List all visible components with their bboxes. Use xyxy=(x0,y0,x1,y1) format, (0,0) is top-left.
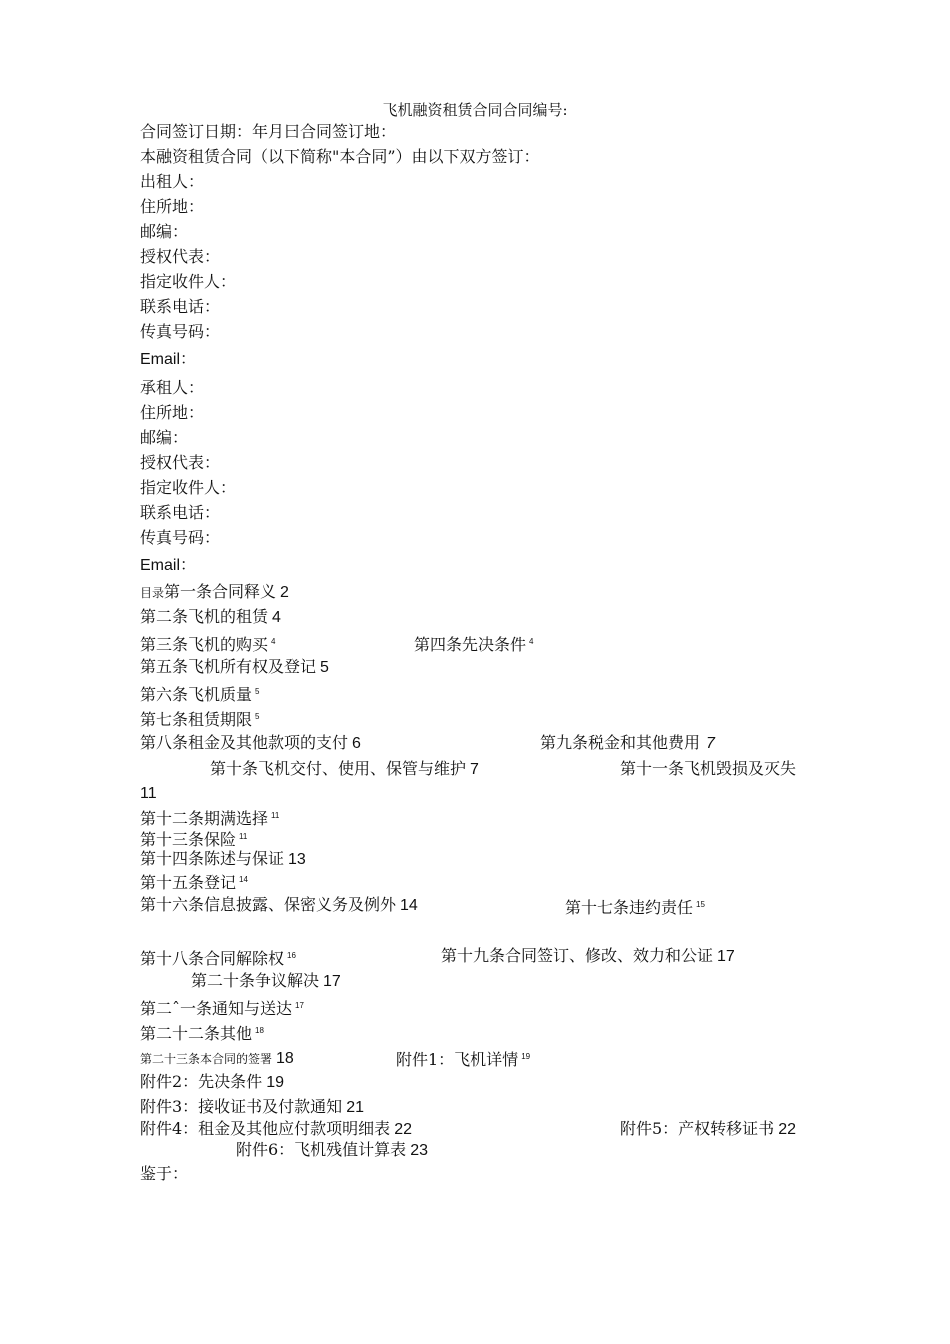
lessor-address: 住所地： xyxy=(140,197,205,216)
toc-page: 17 xyxy=(323,973,341,990)
toc-item xyxy=(140,870,248,893)
toc-title: 附件6：飞机残值计算表 xyxy=(236,1140,407,1159)
toc-title: 第十七条违约责任 xyxy=(565,898,694,917)
toc-title: 第三条飞机的购买 xyxy=(140,635,269,654)
toc-page: 18 xyxy=(255,1026,264,1035)
toc-page: 16 xyxy=(287,951,296,960)
toc-item xyxy=(140,849,306,870)
toc-title: 第十六条信息披露、保密义务及例外 xyxy=(140,895,397,914)
lessee-postcode: 邮编： xyxy=(140,428,189,447)
toc-page: 11 xyxy=(271,811,280,820)
lessor-postcode: 邮编： xyxy=(140,222,189,241)
toc-item xyxy=(210,759,479,780)
toc-page: 14 xyxy=(239,875,248,884)
toc-item xyxy=(236,1140,428,1161)
toc-page: 4 xyxy=(272,609,281,626)
toc-title: 第八条租金及其他款项的支付 xyxy=(140,733,349,752)
toc-page: 4 xyxy=(271,637,276,646)
toc-item xyxy=(140,996,304,1019)
toc-item xyxy=(140,827,247,850)
toc-item xyxy=(414,632,533,655)
toc-title: 第二条飞机的租赁 xyxy=(140,607,269,626)
toc-page: 13 xyxy=(288,851,306,868)
toc-title: 附件1：飞机详情 xyxy=(396,1050,519,1069)
toc-page: 2 xyxy=(280,584,289,601)
toc-title: 第十二条期满选择 xyxy=(140,809,269,828)
toc-item xyxy=(140,1072,284,1093)
toc-page: 17 xyxy=(295,1001,304,1010)
lessee-label: 承租人： xyxy=(140,378,205,397)
toc-item xyxy=(140,607,281,628)
toc-item xyxy=(140,682,259,705)
toc-page: 23 xyxy=(410,1142,428,1159)
lessor-phone: 联系电话： xyxy=(140,297,221,316)
lessor-label: 出租人： xyxy=(140,172,205,191)
toc-item xyxy=(396,1047,530,1070)
toc-page: 14 xyxy=(400,897,418,914)
toc-title: 第二ˆ一条通知与送达 xyxy=(140,999,293,1018)
toc-title: 附件3：接收证书及付款通知 xyxy=(140,1097,343,1116)
toc-page: 22 xyxy=(778,1121,796,1138)
toc-title: 第十八条合同解除权 xyxy=(140,949,285,968)
toc-item xyxy=(620,1119,796,1140)
toc-page: 17 xyxy=(717,948,735,965)
toc-page: 5 xyxy=(320,659,329,676)
toc-page: 4 xyxy=(529,637,534,646)
lessor-representative: 授权代表： xyxy=(140,247,221,266)
toc-item xyxy=(191,971,341,992)
intro-paragraph: 本融资租赁合同（以下简称"本合同”）由以下双方签订： xyxy=(140,147,540,166)
toc-item xyxy=(140,1021,264,1044)
toc-title: 第十九条合同签订、修改、效力和公证 xyxy=(441,946,714,965)
toc-title: 第十一条飞机毁损及灭失 xyxy=(620,759,797,778)
toc-page: 18 xyxy=(276,1050,294,1067)
toc-title: 第十条飞机交付、使用、保管与维护 xyxy=(210,759,467,778)
toc-title: 第九条税金和其他费用 xyxy=(540,733,701,752)
toc-title: 附件4：租金及其他应付款项明细表 xyxy=(140,1119,391,1138)
toc-item xyxy=(140,582,289,603)
toc-title: 第六条飞机质量 xyxy=(140,685,253,704)
toc-page: 5 xyxy=(255,712,260,721)
lessee-phone: 联系电话： xyxy=(140,503,221,522)
toc-page: 21 xyxy=(346,1099,364,1116)
toc-item xyxy=(140,707,259,730)
lessee-address: 住所地： xyxy=(140,403,205,422)
toc-item xyxy=(140,1119,412,1140)
toc-item xyxy=(140,1097,364,1118)
toc-item xyxy=(140,657,329,678)
lessee-recipient: 指定收件人： xyxy=(140,478,237,497)
toc-title: 第一条合同释义 xyxy=(164,582,277,601)
toc-page: 15 xyxy=(696,900,705,909)
toc-title: 附件5：产权转移证书 xyxy=(620,1119,775,1138)
toc-title: 第四条先决条件 xyxy=(414,635,527,654)
toc-page: 11 xyxy=(239,832,248,841)
toc-title: 第十五条登记 xyxy=(140,873,237,892)
toc-page: 7 xyxy=(706,735,715,752)
toc-title: 第十四条陈述与保证 xyxy=(140,849,285,868)
toc-page: 5 xyxy=(255,687,260,696)
toc-title: 第十三条保险 xyxy=(140,830,237,849)
toc-item xyxy=(441,946,735,967)
lessee-email: Email： xyxy=(140,557,197,574)
lessee-representative: 授权代表： xyxy=(140,453,221,472)
toc-title: 第二十条争议解决 xyxy=(191,971,320,990)
toc-item xyxy=(140,806,279,829)
toc-title: 附件2：先决条件 xyxy=(140,1072,263,1091)
toc-page: 19 xyxy=(266,1074,284,1091)
toc-page: 22 xyxy=(394,1121,412,1138)
toc-page: 7 xyxy=(470,761,479,778)
sign-info: 合同签订日期：年月曰合同签订地： xyxy=(140,122,397,141)
toc-title: 第二十三条本合同的签署 xyxy=(140,1052,273,1066)
lessee-fax: 传真号码： xyxy=(140,528,221,547)
lessor-email: Email： xyxy=(140,351,197,368)
toc-item xyxy=(540,733,715,754)
lessor-recipient: 指定收件人： xyxy=(140,272,237,291)
toc-item xyxy=(140,632,275,655)
document-title: 飞机融资租赁合同合同编号: xyxy=(382,101,568,119)
toc-item xyxy=(140,895,418,916)
toc-title: 第二十二条其他 xyxy=(140,1024,253,1043)
whereas-heading: 鉴于： xyxy=(140,1164,189,1183)
toc-title: 第五条飞机所有权及登记 xyxy=(140,657,317,676)
toc-title: 第七条租赁期限 xyxy=(140,710,253,729)
toc-item xyxy=(140,946,296,969)
toc-page: 6 xyxy=(352,735,361,752)
toc-item xyxy=(565,895,705,918)
toc-prefix: 目录 xyxy=(140,586,165,600)
toc-page: 19 xyxy=(521,1052,531,1061)
toc-item xyxy=(140,733,361,754)
lessor-fax: 传真号码： xyxy=(140,322,221,341)
toc-item xyxy=(140,1048,294,1069)
toc-page: 11 xyxy=(140,785,157,802)
